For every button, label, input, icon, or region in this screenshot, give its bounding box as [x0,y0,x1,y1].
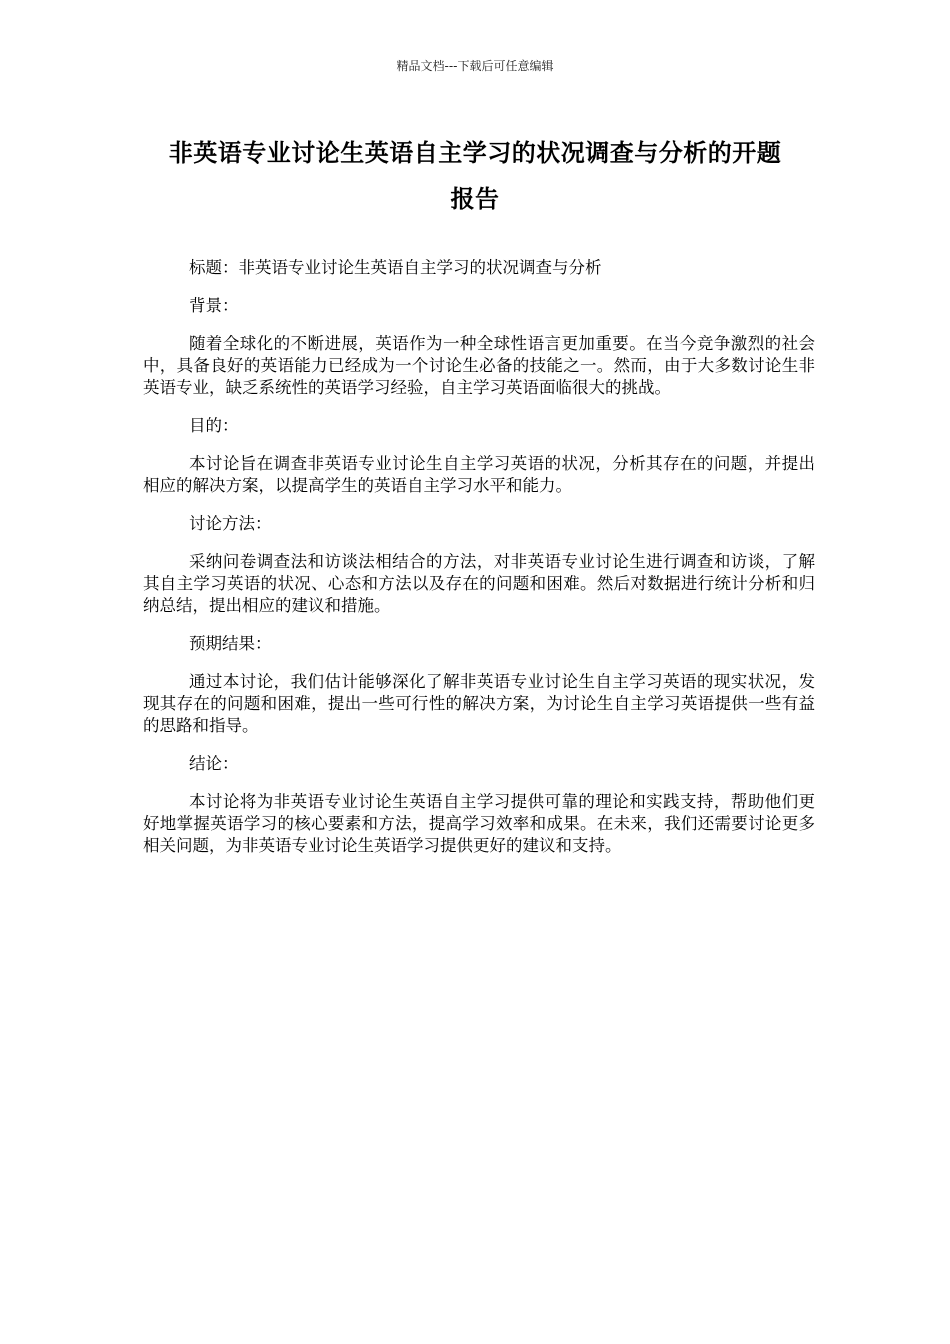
document-title-line-1: 非英语专业讨论生英语自主学习的状况调查与分析的开题 [168,139,782,167]
document-body [143,257,815,873]
expected-results-paragraph: 通过本讨论，我们估计能够深化了解非英语专业讨论生自主学习英语的现实状况，发现其存在的问题和困难，提出一些可行性的解决方案，为讨论生自主学习英语提供一些有益的思路和指导。 [143,672,815,735]
conclusion-heading: 结论： [189,754,239,773]
page-header: 精品文档---下载后可任意编辑 [396,59,554,73]
purpose-paragraph: 本讨论旨在调查非英语专业讨论生自主学习英语的状况，分析其存在的问题，并提出相应的解决方案，以提高学生的英语自主学习水平和能力。 [143,454,815,495]
method-paragraph: 采纳问卷调查法和访谈法相结合的方法，对非英语专业讨论生进行调查和访谈，了解其自主学习英语的状况、心态和方法以及存在的问题和困难。然后对数据进行统计分析和归纳总结，提出相应的建议和措施。 [143,552,815,615]
conclusion-paragraph: 本讨论将为非英语专业讨论生英语自主学习提供可靠的理论和实践支持，帮助他们更好地掌握英语学习的核心要素和方法，提高学习效率和成果。在未来，我们还需要讨论更多相关问题，为非英语专业讨论生英语学习提供更好的建议和支持。 [143,792,815,855]
document-title [140,130,810,222]
method-heading: 讨论方法： [189,514,272,533]
document-title-line-2: 报告 [450,185,500,213]
expected-results-heading: 预期结果： [189,634,272,653]
purpose-heading: 目的： [189,416,239,435]
background-heading: 背景： [189,296,239,315]
title-field: 标题：非英语专业讨论生英语自主学习的状况调查与分析 [189,258,602,277]
background-paragraph: 随着全球化的不断进展，英语作为一种全球性语言更加重要。在当今竞争激烈的社会中，具备良好的英语能力已经成为一个讨论生必备的技能之一。然而，由于大多数讨论生非英语专业，缺乏系统性的英语学习经验，自主学习英语面临很大的挑战。 [143,334,815,397]
